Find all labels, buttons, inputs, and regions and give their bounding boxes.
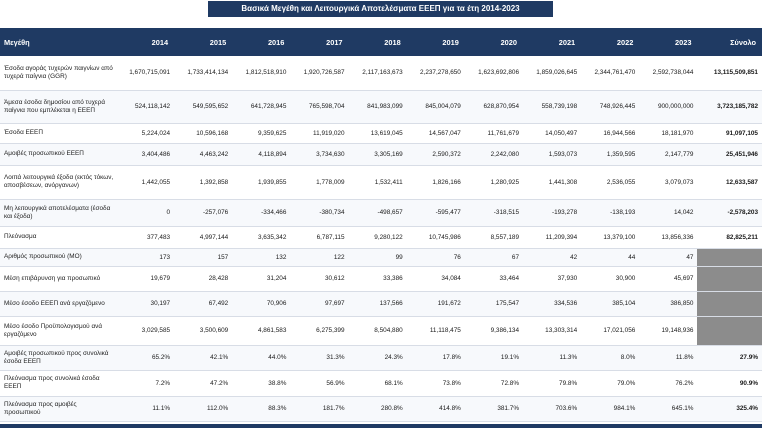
value-cell: 703.6% xyxy=(523,396,581,421)
value-cell: 2,590,372 xyxy=(407,143,465,165)
value-cell: -193,278 xyxy=(523,199,581,226)
value-cell: 19.1% xyxy=(465,345,523,370)
value-cell: 0 xyxy=(116,199,174,226)
table-row xyxy=(0,56,762,90)
header-year: 2021 xyxy=(523,28,581,56)
total-cell: -2,578,203 xyxy=(697,199,762,226)
value-cell: 11.3% xyxy=(523,345,581,370)
bottom-rule xyxy=(0,424,762,428)
value-cell: 3,500,609 xyxy=(174,316,232,345)
value-cell: 44 xyxy=(581,248,639,266)
value-cell: 24.3% xyxy=(349,345,407,370)
total-cell: 82,825,211 xyxy=(697,226,762,248)
table-row xyxy=(0,199,762,226)
total-cell xyxy=(697,316,762,345)
value-cell: 17,021,056 xyxy=(581,316,639,345)
value-cell: 30,197 xyxy=(116,291,174,316)
value-cell: 1,939,855 xyxy=(232,165,290,199)
value-cell: 122 xyxy=(290,248,348,266)
value-cell: 2,117,163,673 xyxy=(349,56,407,90)
table-row xyxy=(0,226,762,248)
total-cell: 91,097,105 xyxy=(697,123,762,143)
value-cell: 845,004,079 xyxy=(407,90,465,123)
value-cell: 11.8% xyxy=(639,345,697,370)
table-row xyxy=(0,266,762,291)
value-cell: 628,870,954 xyxy=(465,90,523,123)
value-cell: 2,536,055 xyxy=(581,165,639,199)
header-total: Σύνολο xyxy=(697,28,762,56)
value-cell: 42.1% xyxy=(174,345,232,370)
total-cell: 25,451,946 xyxy=(697,143,762,165)
value-cell: 97,697 xyxy=(290,291,348,316)
row-label: Άμεσα έσοδα δημοσίου από τυχερά παίγνια που εμπλέκεται η ΕΕΕΠ xyxy=(0,90,116,123)
value-cell: 645.1% xyxy=(639,396,697,421)
header-metric: Μεγέθη xyxy=(0,28,116,56)
value-cell: 13,856,336 xyxy=(639,226,697,248)
table-row xyxy=(0,316,762,345)
value-cell: -138,193 xyxy=(581,199,639,226)
value-cell: 2,147,779 xyxy=(639,143,697,165)
value-cell: 28,428 xyxy=(174,266,232,291)
header-year: 2014 xyxy=(116,28,174,56)
value-cell: 14,567,047 xyxy=(407,123,465,143)
row-label: Έσοδα ΕΕΕΠ xyxy=(0,123,116,143)
value-cell: 3,079,073 xyxy=(639,165,697,199)
value-cell: 72.8% xyxy=(465,370,523,396)
value-cell: 549,595,652 xyxy=(174,90,232,123)
value-cell: 748,926,445 xyxy=(581,90,639,123)
value-cell: 157 xyxy=(174,248,232,266)
value-cell: 10,745,986 xyxy=(407,226,465,248)
value-cell: 14,050,497 xyxy=(523,123,581,143)
table-row xyxy=(0,90,762,123)
value-cell: 79.8% xyxy=(523,370,581,396)
value-cell: 175,547 xyxy=(465,291,523,316)
value-cell: 984.1% xyxy=(581,396,639,421)
value-cell: 76.2% xyxy=(639,370,697,396)
value-cell: 1,859,026,645 xyxy=(523,56,581,90)
header-year: 2016 xyxy=(232,28,290,56)
table-row xyxy=(0,165,762,199)
value-cell: 524,118,142 xyxy=(116,90,174,123)
value-cell: 45,697 xyxy=(639,266,697,291)
value-cell: 2,242,080 xyxy=(465,143,523,165)
value-cell: 2,237,278,650 xyxy=(407,56,465,90)
value-cell: 14,042 xyxy=(639,199,697,226)
value-cell: 3,635,342 xyxy=(232,226,290,248)
row-label: Αμοιβές προσωπικού προς συνολικά έσοδα ΕΕΕΠ xyxy=(0,345,116,370)
value-cell: 9,386,134 xyxy=(465,316,523,345)
value-cell: 16,944,566 xyxy=(581,123,639,143)
total-cell: 90.9% xyxy=(697,370,762,396)
row-label: Έσοδα αγοράς τυχερών παιγνίων από τυχερά παίγνια (GGR) xyxy=(0,56,116,90)
row-label: Λοιπά λειτουργικά έξοδα (εκτός τόκων, αποσβέσεων, ανόργανων) xyxy=(0,165,116,199)
value-cell: 67 xyxy=(465,248,523,266)
value-cell: 5,224,024 xyxy=(116,123,174,143)
value-cell: -318,515 xyxy=(465,199,523,226)
value-cell: 191,672 xyxy=(407,291,465,316)
value-cell: 1,812,518,910 xyxy=(232,56,290,90)
value-cell: 47 xyxy=(639,248,697,266)
value-cell: 9,359,625 xyxy=(232,123,290,143)
header-year: 2017 xyxy=(290,28,348,56)
value-cell: 280.8% xyxy=(349,396,407,421)
value-cell: 42 xyxy=(523,248,581,266)
value-cell: 181.7% xyxy=(290,396,348,421)
value-cell: 1,778,009 xyxy=(290,165,348,199)
value-cell: 385,104 xyxy=(581,291,639,316)
total-cell xyxy=(697,266,762,291)
value-cell: 11,209,394 xyxy=(523,226,581,248)
header-year: 2023 xyxy=(639,28,697,56)
value-cell: 99 xyxy=(349,248,407,266)
value-cell: 79.0% xyxy=(581,370,639,396)
value-cell: 1,442,055 xyxy=(116,165,174,199)
value-cell: 67,492 xyxy=(174,291,232,316)
value-cell: 11,761,679 xyxy=(465,123,523,143)
value-cell: 558,739,198 xyxy=(523,90,581,123)
value-cell: 334,536 xyxy=(523,291,581,316)
value-cell: 9,280,122 xyxy=(349,226,407,248)
total-cell: 325.4% xyxy=(697,396,762,421)
value-cell: -498,657 xyxy=(349,199,407,226)
value-cell: 30,612 xyxy=(290,266,348,291)
value-cell: 1,733,414,134 xyxy=(174,56,232,90)
table-row xyxy=(0,143,762,165)
value-cell: 1,670,715,091 xyxy=(116,56,174,90)
value-cell: -595,477 xyxy=(407,199,465,226)
value-cell: 1,593,073 xyxy=(523,143,581,165)
row-label: Πλεόνασμα προς αμοιβές προσωπικού xyxy=(0,396,116,421)
total-cell xyxy=(697,291,762,316)
row-label: Πλεόνασμα xyxy=(0,226,116,248)
value-cell: 841,983,099 xyxy=(349,90,407,123)
row-label: Πλεόνασμα προς συνολικά έσοδα ΕΕΕΠ xyxy=(0,370,116,396)
total-cell: 12,633,587 xyxy=(697,165,762,199)
value-cell: 3,029,585 xyxy=(116,316,174,345)
row-label: Μέσο έσοδο Προϋπολογισμού ανά εργαζόμενο xyxy=(0,316,116,345)
value-cell: 17.8% xyxy=(407,345,465,370)
value-cell: 414.8% xyxy=(407,396,465,421)
value-cell: 37,930 xyxy=(523,266,581,291)
value-cell: 76 xyxy=(407,248,465,266)
value-cell: -334,466 xyxy=(232,199,290,226)
value-cell: 1,392,858 xyxy=(174,165,232,199)
total-cell xyxy=(697,248,762,266)
value-cell: 31.3% xyxy=(290,345,348,370)
value-cell: 6,787,115 xyxy=(290,226,348,248)
header-year: 2018 xyxy=(349,28,407,56)
value-cell: 33,464 xyxy=(465,266,523,291)
value-cell: 132 xyxy=(232,248,290,266)
value-cell: 900,000,000 xyxy=(639,90,697,123)
value-cell: 10,596,168 xyxy=(174,123,232,143)
value-cell: 7.2% xyxy=(116,370,174,396)
value-cell: 6,275,399 xyxy=(290,316,348,345)
value-cell: 3,734,630 xyxy=(290,143,348,165)
value-cell: 2,344,761,470 xyxy=(581,56,639,90)
value-cell: 4,997,144 xyxy=(174,226,232,248)
value-cell: -380,734 xyxy=(290,199,348,226)
value-cell: 8,557,189 xyxy=(465,226,523,248)
value-cell: -257,076 xyxy=(174,199,232,226)
header-row xyxy=(0,28,762,56)
value-cell: 381.7% xyxy=(465,396,523,421)
header-year: 2015 xyxy=(174,28,232,56)
value-cell: 88.3% xyxy=(232,396,290,421)
row-label: Αριθμός προσωπικού (ΜΟ) xyxy=(0,248,116,266)
value-cell: 641,728,945 xyxy=(232,90,290,123)
title-bar xyxy=(0,0,762,18)
value-cell: 73.8% xyxy=(407,370,465,396)
value-cell: 4,861,583 xyxy=(232,316,290,345)
value-cell: 8.0% xyxy=(581,345,639,370)
value-cell: 47.2% xyxy=(174,370,232,396)
row-label: Μέση επιβάρυνση για προσωπικό xyxy=(0,266,116,291)
value-cell: 4,118,894 xyxy=(232,143,290,165)
table-row xyxy=(0,248,762,266)
value-cell: 13,303,314 xyxy=(523,316,581,345)
value-cell: 30,900 xyxy=(581,266,639,291)
value-cell: 1,441,308 xyxy=(523,165,581,199)
value-cell: 70,906 xyxy=(232,291,290,316)
table-row xyxy=(0,345,762,370)
header-year: 2020 xyxy=(465,28,523,56)
value-cell: 765,598,704 xyxy=(290,90,348,123)
value-cell: 1,359,595 xyxy=(581,143,639,165)
value-cell: 56.9% xyxy=(290,370,348,396)
value-cell: 4,463,242 xyxy=(174,143,232,165)
value-cell: 11,919,020 xyxy=(290,123,348,143)
table-row xyxy=(0,370,762,396)
page-title: Βασικά Μεγέθη και Λειτουργικά Αποτελέσματα ΕΕΕΠ για τα έτη 2014-2023 xyxy=(208,1,553,17)
total-cell: 3,723,185,782 xyxy=(697,90,762,123)
table-row xyxy=(0,123,762,143)
value-cell: 377,483 xyxy=(116,226,174,248)
row-label: Αμοιβές προσωπικού ΕΕΕΠ xyxy=(0,143,116,165)
value-cell: 38.8% xyxy=(232,370,290,396)
header-year: 2019 xyxy=(407,28,465,56)
data-table xyxy=(0,28,762,422)
value-cell: 13,619,045 xyxy=(349,123,407,143)
value-cell: 11.1% xyxy=(116,396,174,421)
table-row xyxy=(0,291,762,316)
value-cell: 3,305,169 xyxy=(349,143,407,165)
total-cell: 27.9% xyxy=(697,345,762,370)
value-cell: 2,592,738,044 xyxy=(639,56,697,90)
header-year: 2022 xyxy=(581,28,639,56)
value-cell: 18,181,970 xyxy=(639,123,697,143)
value-cell: 65.2% xyxy=(116,345,174,370)
value-cell: 1,920,726,587 xyxy=(290,56,348,90)
value-cell: 173 xyxy=(116,248,174,266)
value-cell: 1,280,925 xyxy=(465,165,523,199)
row-label: Μέσο έσοδο ΕΕΕΠ ανά εργαζόμενο xyxy=(0,291,116,316)
value-cell: 19,148,936 xyxy=(639,316,697,345)
value-cell: 1,826,166 xyxy=(407,165,465,199)
value-cell: 31,204 xyxy=(232,266,290,291)
value-cell: 11,118,475 xyxy=(407,316,465,345)
value-cell: 34,084 xyxy=(407,266,465,291)
value-cell: 1,532,411 xyxy=(349,165,407,199)
value-cell: 137,566 xyxy=(349,291,407,316)
value-cell: 19,679 xyxy=(116,266,174,291)
value-cell: 386,850 xyxy=(639,291,697,316)
value-cell: 112.0% xyxy=(174,396,232,421)
value-cell: 33,386 xyxy=(349,266,407,291)
value-cell: 68.1% xyxy=(349,370,407,396)
table-row xyxy=(0,396,762,421)
value-cell: 1,623,692,806 xyxy=(465,56,523,90)
value-cell: 44.0% xyxy=(232,345,290,370)
total-cell: 13,115,509,851 xyxy=(697,56,762,90)
value-cell: 3,404,486 xyxy=(116,143,174,165)
value-cell: 8,504,880 xyxy=(349,316,407,345)
row-label: Μη λειτουργικά αποτελέσματα (έσοδα και έξοδα) xyxy=(0,199,116,226)
value-cell: 13,379,100 xyxy=(581,226,639,248)
